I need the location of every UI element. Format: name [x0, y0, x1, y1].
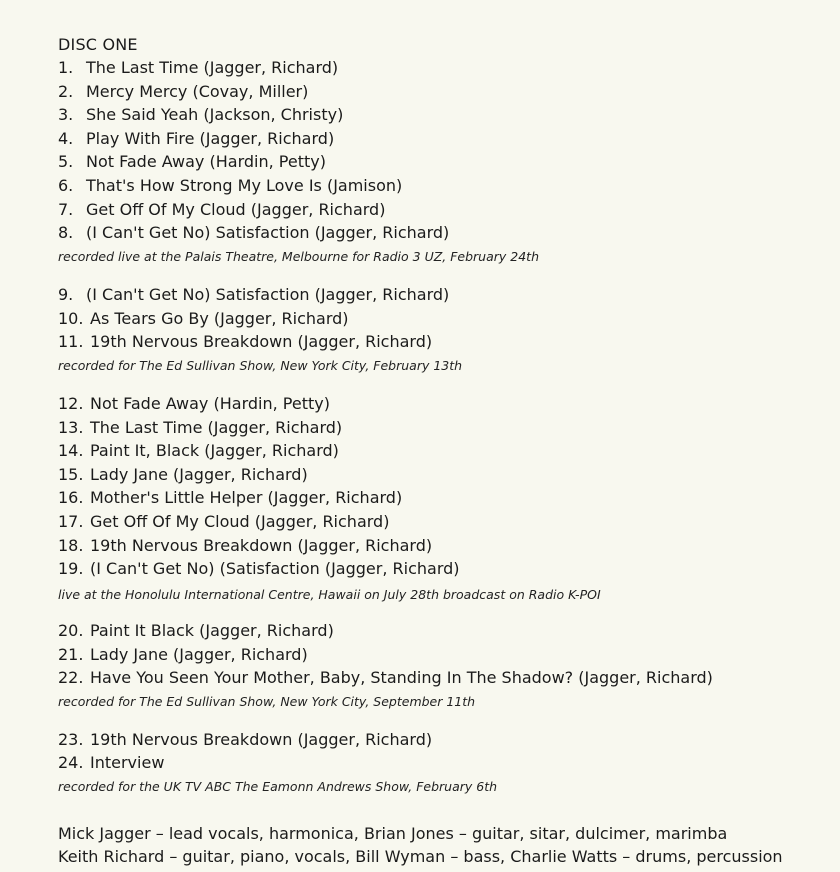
- track-title: Have You Seen Your Mother, Baby, Standing In The Shadow? (Jagger, Richard): [90, 668, 713, 687]
- track-title: Mercy Mercy (Covay, Miller): [86, 82, 309, 101]
- track-item: [58, 512, 389, 532]
- track-number: 15.: [58, 465, 84, 484]
- track-item: [58, 668, 713, 688]
- track-item: [58, 152, 326, 172]
- track-item: [58, 730, 432, 750]
- track-number: 13.: [58, 418, 84, 437]
- track-number: 10.: [58, 309, 84, 328]
- track-number: 16.: [58, 488, 84, 507]
- track-title: Lady Jane (Jagger, Richard): [90, 465, 308, 484]
- track-number: 19.: [58, 559, 84, 578]
- track-number: 2.: [58, 82, 74, 101]
- track-number: 12.: [58, 394, 84, 413]
- track-item: [58, 82, 308, 102]
- track-title: Get Off Of My Cloud (Jagger, Richard): [86, 200, 386, 219]
- track-number: 5.: [58, 152, 74, 171]
- track-number: 9.: [58, 285, 74, 304]
- track-item: [58, 488, 402, 508]
- track-title: (I Can't Get No) Satisfaction (Jagger, Richard): [86, 285, 450, 304]
- track-item: [58, 58, 338, 78]
- track-number: 3.: [58, 105, 74, 124]
- track-title: 19th Nervous Breakdown (Jagger, Richard): [90, 536, 433, 555]
- track-title: That's How Strong My Love Is (Jamison): [86, 176, 403, 195]
- track-item: [58, 753, 164, 773]
- track-title: The Last Time (Jagger, Richard): [86, 58, 339, 77]
- track-number: 4.: [58, 129, 74, 148]
- track-title: Interview: [90, 753, 165, 772]
- track-title: Mother's Little Helper (Jagger, Richard): [90, 488, 403, 507]
- track-title: Paint It, Black (Jagger, Richard): [90, 441, 339, 460]
- credits-line: Keith Richard – guitar, piano, vocals, Bill Wyman – bass, Charlie Watts – drums, percussion: [58, 847, 783, 866]
- track-item: [58, 105, 343, 125]
- track-item: [58, 200, 385, 220]
- track-number: 1.: [58, 58, 74, 77]
- track-item: [58, 223, 449, 243]
- track-number: 8.: [58, 223, 74, 242]
- track-number: 23.: [58, 730, 84, 749]
- track-number: 21.: [58, 645, 84, 664]
- recording-note: live at the Honolulu International Centre, Hawaii on July 28th broadcast on Radio K-POI: [58, 587, 601, 602]
- recording-note: recorded for The Ed Sullivan Show, New York City, September 11th: [58, 694, 476, 709]
- track-title: (I Can't Get No) (Satisfaction (Jagger, Richard): [90, 559, 460, 578]
- track-title: Lady Jane (Jagger, Richard): [90, 645, 308, 664]
- track-title: Not Fade Away (Hardin, Petty): [86, 152, 326, 171]
- track-item: [58, 418, 342, 438]
- track-item: [58, 176, 402, 196]
- track-number: 20.: [58, 621, 84, 640]
- track-item: [58, 559, 460, 579]
- track-title: Paint It Black (Jagger, Richard): [90, 621, 334, 640]
- track-number: 24.: [58, 753, 84, 772]
- track-item: [58, 394, 330, 414]
- track-item: [58, 332, 432, 352]
- track-title: Play With Fire (Jagger, Richard): [86, 129, 335, 148]
- track-title: Get Off Of My Cloud (Jagger, Richard): [90, 512, 390, 531]
- track-item: [58, 129, 334, 149]
- recording-note: recorded for The Ed Sullivan Show, New York City, February 13th: [58, 358, 463, 373]
- disc-title: DISC ONE: [58, 35, 138, 54]
- track-item: [58, 285, 449, 305]
- track-title: 19th Nervous Breakdown (Jagger, Richard): [90, 730, 433, 749]
- credits-line: Mick Jagger – lead vocals, harmonica, Brian Jones – guitar, sitar, dulcimer, marimba: [58, 824, 728, 843]
- track-number: 14.: [58, 441, 84, 460]
- track-number: 6.: [58, 176, 74, 195]
- track-title: Not Fade Away (Hardin, Petty): [90, 394, 330, 413]
- track-number: 18.: [58, 536, 84, 555]
- track-item: [58, 441, 339, 461]
- track-title: As Tears Go By (Jagger, Richard): [90, 309, 349, 328]
- track-item: [58, 645, 308, 665]
- recording-note: recorded live at the Palais Theatre, Melbourne for Radio 3 UZ, February 24th: [58, 249, 539, 264]
- track-title: The Last Time (Jagger, Richard): [90, 418, 343, 437]
- track-number: 11.: [58, 332, 84, 351]
- track-number: 7.: [58, 200, 74, 219]
- track-item: [58, 536, 432, 556]
- track-item: [58, 309, 349, 329]
- track-title: She Said Yeah (Jackson, Christy): [86, 105, 344, 124]
- track-number: 17.: [58, 512, 84, 531]
- track-title: (I Can't Get No) Satisfaction (Jagger, Richard): [86, 223, 450, 242]
- track-number: 22.: [58, 668, 84, 687]
- track-title: 19th Nervous Breakdown (Jagger, Richard): [90, 332, 433, 351]
- recording-note: recorded for the UK TV ABC The Eamonn Andrews Show, February 6th: [58, 779, 498, 794]
- track-item: [58, 465, 308, 485]
- track-item: [58, 621, 334, 641]
